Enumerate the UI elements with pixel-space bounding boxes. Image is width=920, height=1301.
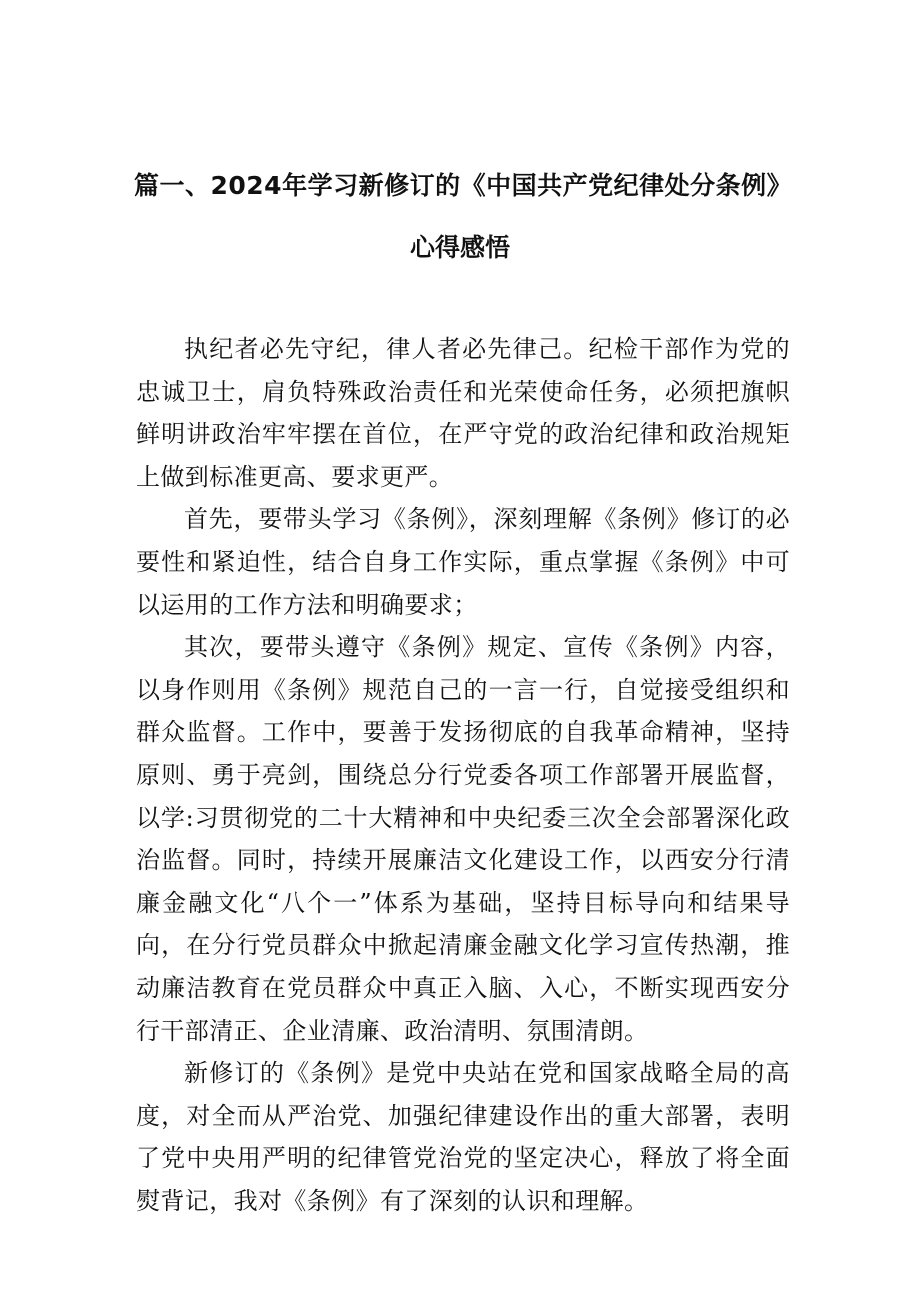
paragraph-1: 执纪者必先守纪，律人者必先律己。纪检干部作为党的忠诚卫士，肩负特殊政治责任和光荣使命任务，必须把旗帜鲜明讲政治牢牢摆在首位，在严守党的政治纪律和政治规矩上做到标准更高、要求更严。 [136,335,790,491]
paragraph-3: 其次，要带头遵守《条例》规定、宣传《条例》内容，以身作则用《条例》规范自己的一言一行，自觉接受组织和群众监督。工作中，要善于发扬彻底的自我革命精神，坚持原则、勇于亮剑，围绕总分行党委各项工作部署开展监督，以学:习贯彻党的二十大精神和中央纪委三次全会部署深化政治监督。同时，持续开展廉洁文化建设工作，以西安分行清廉金融文化“八个一”体系为基础，坚持目标导向和结果导向，在分行党员群众中掀起清廉金融文化学习宣传热潮，推动廉洁教育在党员群众中真正入脑、入心，不断实现西安分行干部清正、企业清廉、政治清明、氛围清朗。 [136,633,790,1045]
paragraph-4: 新修订的《条例》是党中央站在党和国家战略全局的高度，对全而从严治党、加强纪律建设作出的重大部署，表明了党中央用严明的纪律管党治党的坚定决心，释放了将全面熨背记，我对《条例》有了深刻的认识和理解。 [136,1059,790,1215]
paragraph-2: 首先，要带头学习《条例》，深刻理解《条例》修订的必要性和紧迫性，结合自身工作实际，重点掌握《条例》中可以运用的工作方法和明确要求； [136,505,790,619]
title-line-2: 心得感悟 [409,233,510,262]
document-title [110,168,810,266]
title-line-1: 篇一、2024年学习新修订的《中国共产党纪律处分条例》 [134,171,793,200]
document-body [136,328,790,1222]
